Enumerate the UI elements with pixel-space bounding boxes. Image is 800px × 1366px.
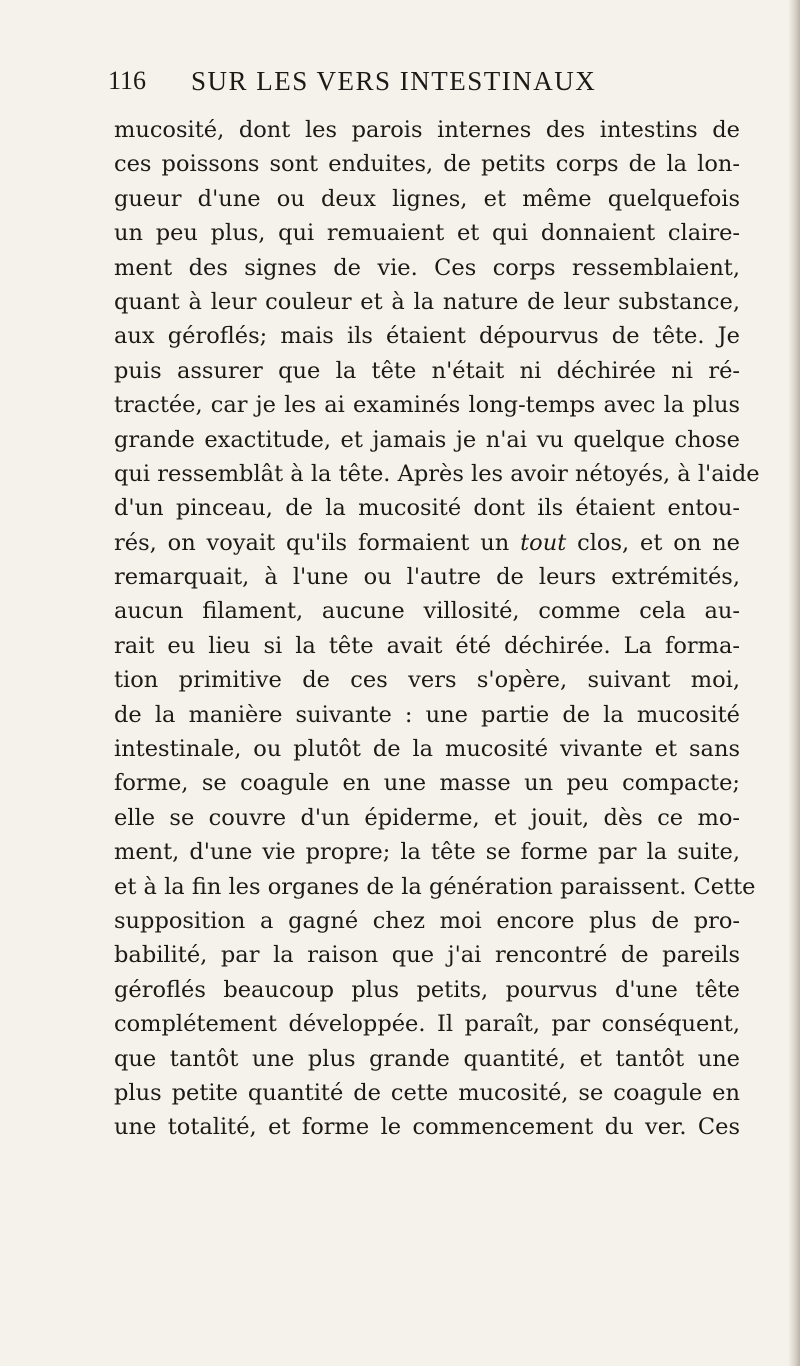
text-line — [114, 938, 740, 972]
text-segment: elle se couvre d'un épiderme, et jouit, dès ce mo- — [114, 804, 740, 831]
text-segment: plus petite quantité de cette mucosité, se coagule en — [114, 1079, 740, 1106]
text-segment: géroflés beaucoup plus petits, pourvus d'une tête — [114, 976, 740, 1003]
text-segment: intestinale, ou plutôt de la mucosité vivante et sans — [114, 736, 740, 763]
text-segment: de la manière suivante : une partie de la mucosité — [114, 701, 740, 728]
text-segment: une totalité, et forme le commencement du ver. Ces — [114, 1114, 740, 1141]
text-line — [114, 663, 740, 697]
text-segment: et à la fin les organes de la génération paraissent. Cette — [114, 873, 756, 900]
text-segment: aucun filament, aucune villosité, comme cela au- — [114, 598, 740, 625]
text-line — [114, 354, 740, 388]
text-line — [114, 388, 740, 422]
text-line — [114, 457, 760, 491]
body-text — [114, 113, 760, 1145]
text-segment: complétement développée. Il paraît, par conséquent, — [114, 1011, 740, 1038]
text-line — [114, 216, 740, 250]
text-segment: mucosité, dont les parois internes des intestins de — [114, 117, 740, 143]
text-line — [114, 594, 740, 628]
text-segment: supposition a gagné chez moi encore plus de pro- — [114, 907, 740, 934]
text-segment: gueur d'une ou deux lignes, et même quelquefois — [114, 185, 740, 212]
text-line — [114, 560, 740, 594]
text-line — [114, 766, 740, 800]
text-segment: que tantôt une plus grande quantité, et tantôt une — [114, 1045, 740, 1072]
text-segment: quant à leur couleur et à la nature de leur substance, — [114, 288, 740, 315]
text-line — [114, 1110, 740, 1144]
text-line — [114, 1076, 740, 1110]
text-line — [114, 251, 740, 285]
text-line — [114, 147, 740, 181]
text-segment: un peu plus, qui remuaient et qui donnaient claire- — [114, 220, 740, 247]
running-title: SUR LES VERS INTESTINAUX — [191, 66, 597, 96]
text-line — [114, 182, 740, 216]
text-line — [114, 870, 756, 904]
text-segment: forme, se coagule en une masse un peu compacte; — [114, 770, 740, 797]
text-line — [114, 1042, 740, 1076]
text-line — [114, 319, 740, 353]
text-line — [114, 285, 740, 319]
text-line — [114, 732, 740, 766]
text-line — [114, 526, 740, 560]
text-segment: aux géroflés; mais ils étaient dépourvus de tête. Je — [114, 323, 740, 350]
text-line — [114, 698, 740, 732]
text-line — [114, 973, 740, 1007]
text-segment: ces poissons sont enduites, de petits corps de la lon- — [114, 151, 740, 178]
text-line — [114, 904, 740, 938]
text-segment: ment des signes de vie. Ces corps ressemblaient, — [114, 254, 740, 281]
page-header — [108, 66, 628, 106]
text-segment: qui ressemblât à la tête. Après les avoir nétoyés, à l'aide — [114, 460, 760, 487]
text-segment: tion primitive de ces vers s'opère, suivant moi, — [114, 667, 740, 694]
text-line — [114, 835, 740, 869]
text-line — [114, 629, 740, 663]
text-segment: grande exactitude, et jamais je n'ai vu quelque chose — [114, 426, 740, 453]
text-line — [114, 1007, 740, 1041]
text-segment: tractée, car je les ai examinés long-temps avec la plus — [114, 392, 740, 419]
text-segment: d'un pinceau, de la mucosité dont ils étaient entou- — [114, 495, 740, 522]
text-segment: remarquait, à l'une ou l'autre de leurs extrémités, — [114, 564, 740, 591]
page-number: 116 — [108, 66, 147, 95]
text-line — [114, 801, 740, 835]
text-segment: rait eu lieu si la tête avait été déchirée. La forma- — [114, 632, 740, 659]
text-line — [114, 423, 740, 457]
text-segment: tout — [520, 529, 567, 556]
page-edge-shadow — [788, 0, 800, 1366]
text-segment: ment, d'une vie propre; la tête se forme par la suite, — [114, 839, 740, 866]
text-segment: rés, on voyait qu'ils formaient un — [114, 529, 521, 556]
text-line — [114, 113, 740, 147]
text-segment: babilité, par la raison que j'ai rencontré de pareils — [114, 942, 740, 969]
text-segment: clos, et on ne — [566, 529, 741, 556]
text-segment: puis assurer que la tête n'était ni déchirée ni ré- — [114, 357, 740, 384]
text-line — [114, 491, 740, 525]
